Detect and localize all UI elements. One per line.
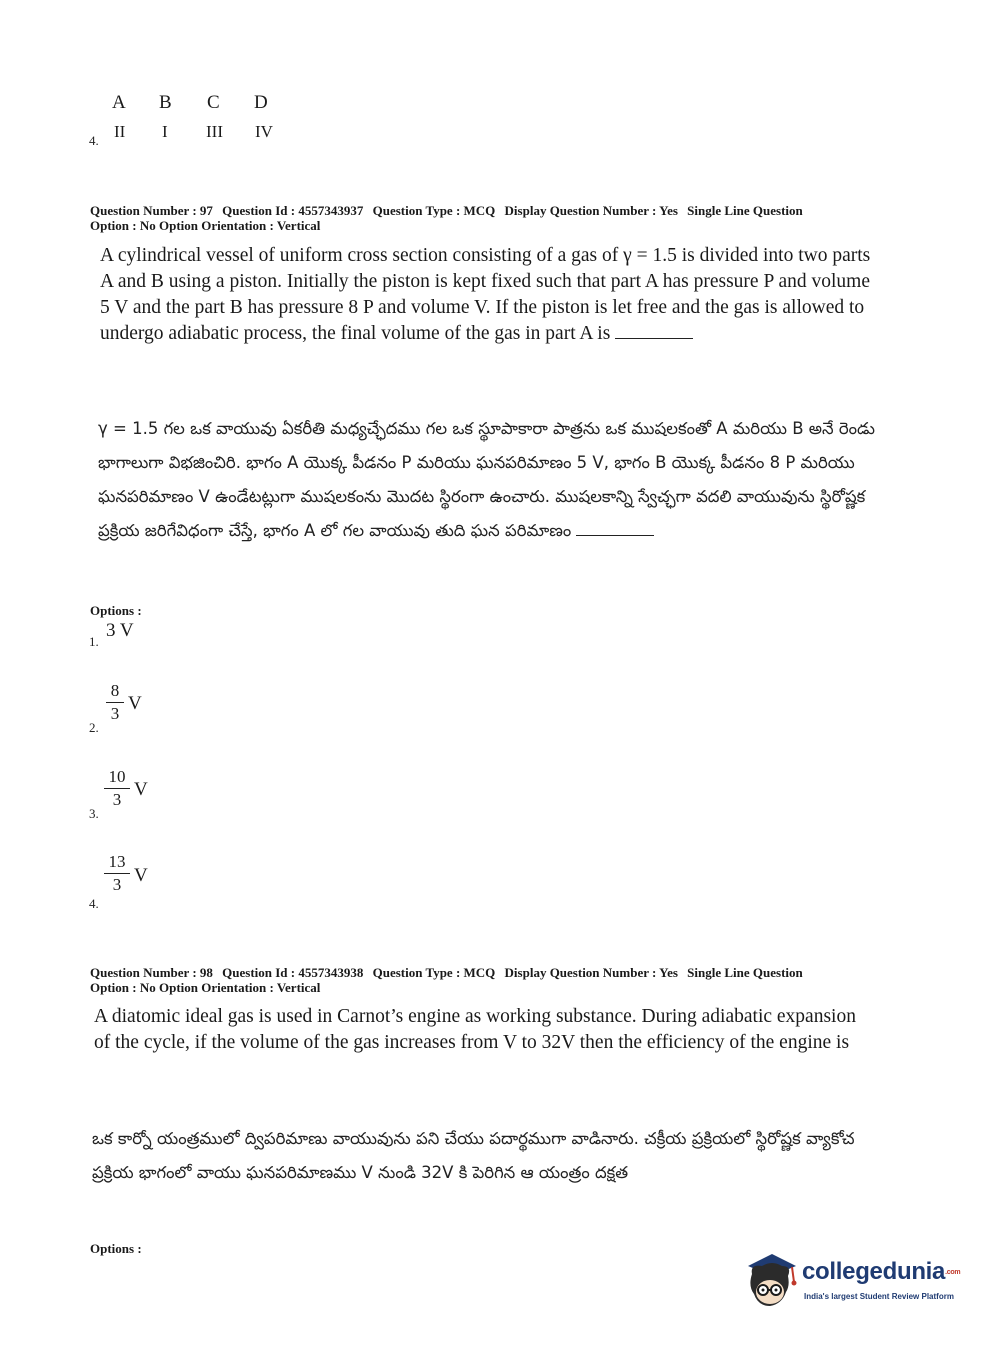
q97-option-3-number: 3. [89, 806, 99, 821]
match-value-c: III [206, 122, 223, 141]
q97-answer-blank [615, 324, 693, 339]
q97-option-2-denominator: 3 [110, 704, 120, 723]
match-value-a: II [114, 122, 126, 141]
q97-meta [90, 203, 890, 233]
match-option-number: 4. [89, 133, 99, 148]
q97-option-2-numerator: 8 [110, 681, 120, 700]
q97-option-4-denominator: 3 [112, 875, 122, 894]
q97-option-2-unit: V [128, 693, 142, 714]
q97-meta-line1: Question Number : 97 Question Id : 4557343937 Question Type : MCQ Display Question Number : Yes Single Line Question [90, 203, 803, 218]
q97-option-3-numerator: 10 [108, 767, 126, 786]
match-header-c: C [207, 92, 221, 113]
q98-options-label: Options : [90, 1241, 142, 1256]
q97-option-2-number: 2. [89, 720, 99, 735]
q97-option-4-unit: V [134, 865, 148, 886]
q98-meta-line1: Question Number : 98 Question Id : 4557343938 Question Type : MCQ Display Question Number : Yes Single Line Question [90, 965, 803, 980]
q97-option-2[interactable] [106, 682, 124, 723]
q98-telugu-text: ఒక కార్నో యంత్రములో ద్విపరిమాణు వాయువును పని చేయు పదార్థముగా వాడినారు. చక్రీయ ప్రక్రియలో స్థిరోష్ణక వ్యాకోచ ప్రక్రియ భాగంలో వాయు ఘనపరిమాణము V నుండి 32V కి పెరిగిన ఆ యంత్రం దక్షత [92, 1129, 855, 1182]
logo-tagline: India's largest Student Review Platform [804, 1292, 954, 1301]
q97-telugu-text: γ = 1.5 గల ఒక వాయువు ఏకరీతి మధ్యచ్ఛేదము గల ఒక స్థూపాకారా పాత్రను ఒక ముషలకంతో A మరియు B అనే రెండు భాగాలుగా విభజించిరి. భాగం A యొక్క పీడనం P మరియు ఘనపరిమాణం 5 V, భాగం B యొక్క పీడనం 8 P మరియు ఘనపరిమాణం V ఉండేటట్లుగా ముషలకంను మొదట స్థిరంగా ఉంచారు. ముషలకాన్ని స్వేచ్ఛగా వదలి వాయువును స్థిరోష్ణక ప్రక్రియ జరిగేవిధంగా చేస్తే, భాగం A లో గల వాయువు తుది ఘన పరిమాణం [98, 419, 875, 540]
logo-text[interactable]: collegedunia.com [802, 1258, 961, 1285]
q97-english-text: A cylindrical vessel of uniform cross section consisting of a gas of γ = 1.5 is divided into two parts A and B using a piston. Initially the piston is kept fixed such that part A has pressure P and volume 5 V and the part B has pressure 8 P and volume V. If the piston is let free and the gas is allowed to undergo adiabatic process, the final volume of the gas in part A is [100, 245, 871, 344]
q97-option-3-denominator: 3 [112, 790, 122, 809]
q98-english-text: A diatomic ideal gas is used in Carnot’s engine as working substance. During adiabatic expansion of the cycle, if the volume of the gas increases from V to 32V then the efficiency of the engine is [94, 1006, 856, 1053]
match-table [100, 90, 300, 150]
q97-option-1[interactable]: 3 V [106, 620, 134, 641]
q98-meta [90, 965, 890, 995]
q97-option-3-unit: V [134, 779, 148, 800]
q97-option-4[interactable] [104, 853, 130, 894]
match-header-a: A [112, 92, 127, 113]
q97-options-label: Options : [90, 603, 142, 618]
match-header-b: B [159, 92, 173, 113]
q97-option-3[interactable] [104, 768, 130, 809]
q97-option-1-number: 1. [89, 634, 99, 649]
collegedunia-logo [742, 1252, 972, 1312]
q97-option-4-number: 4. [89, 896, 99, 911]
q97-telugu-blank [576, 521, 654, 536]
q98-meta-line2: Option : No Option Orientation : Vertical [90, 980, 321, 995]
match-value-b: I [162, 122, 168, 141]
q97-meta-line2: Option : No Option Orientation : Vertical [90, 218, 321, 233]
q97-option-4-numerator: 13 [108, 852, 126, 871]
match-header-d: D [254, 92, 269, 113]
mascot-icon [742, 1252, 800, 1312]
match-value-d: IV [255, 122, 273, 141]
